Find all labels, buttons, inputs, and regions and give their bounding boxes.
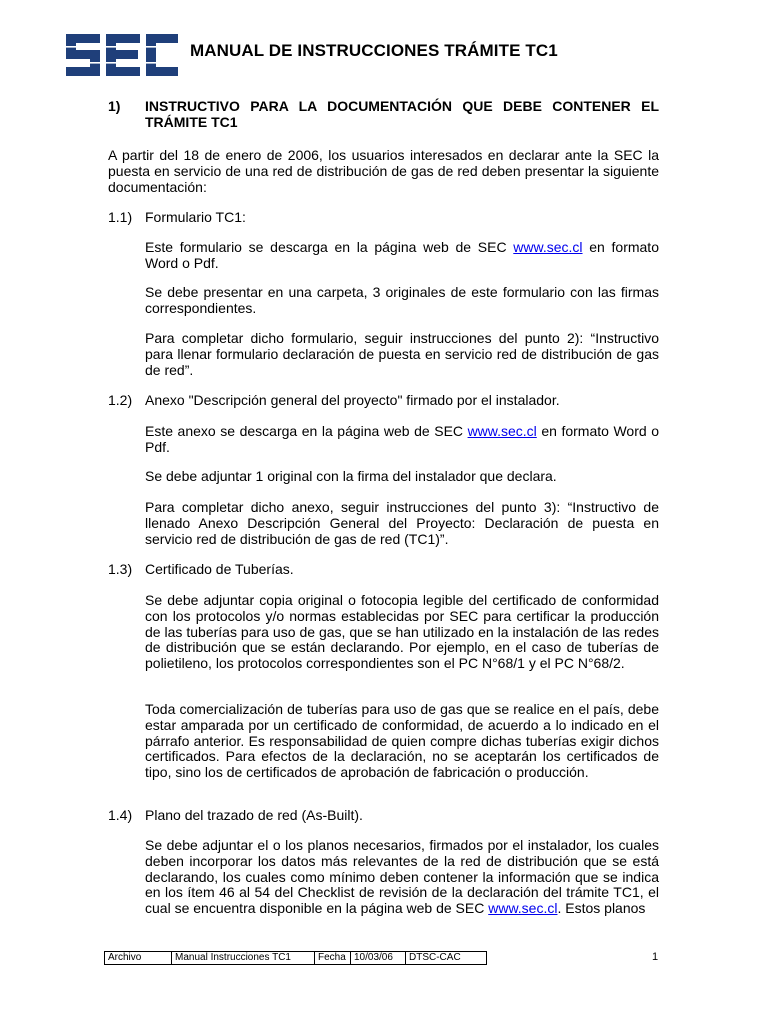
- section-title: INSTRUCTIVO PARA LA DOCUMENTACIÓN QUE DEBE CONTENER EL TRÁMITE TC1: [145, 98, 659, 130]
- section-number: 1): [108, 98, 121, 114]
- footer-fecha-label: Fecha: [315, 952, 351, 965]
- intro-paragraph: A partir del 18 de enero de 2006, los usuarios interesados en declarar ante la SEC la puesta en servicio de una red de distribución de gas de red deben presentar la siguiente documentación:: [108, 147, 659, 195]
- item-number: 1.1): [108, 209, 133, 225]
- item-title: Formulario TC1:: [145, 209, 246, 225]
- footer-archivo-label: Archivo: [105, 952, 172, 965]
- item-number: 1.4): [108, 807, 133, 823]
- item-title: Plano del trazado de red (As-Built).: [145, 807, 363, 823]
- item-paragraph: Este formulario se descarga en la página web de SEC www.sec.cl en formato Word o Pdf.: [145, 239, 659, 271]
- item-title: Anexo "Descripción general del proyecto" firmado por el instalador.: [145, 392, 560, 408]
- item-paragraph: Este anexo se descarga en la página web de SEC www.sec.cl en formato Word o Pdf.: [145, 423, 660, 455]
- footer-fecha-value: 10/03/06: [351, 952, 406, 965]
- item-number: 1.3): [108, 561, 133, 577]
- footer-archivo-value: Manual Instrucciones TC1: [172, 952, 315, 965]
- item-number: 1.2): [108, 392, 133, 408]
- document-title: MANUAL DE INSTRUCCIONES TRÁMITE TC1: [190, 41, 558, 60]
- footer-info-table: [104, 951, 487, 965]
- item-paragraph: Toda comercialización de tuberías para uso de gas que se realice en el país, debe estar amparada por un certificado de conformidad, de acuerdo a lo indicado en el párrafo anterior. Es responsabilidad de quien compre dichas tuberías exigir dichos certificados. Para efectos de la declaración, no se aceptarán los certificados de tipo, sino los de certificados de aprobación de fabricación o producción.: [145, 701, 659, 781]
- item-paragraph: Para completar dicho anexo, seguir instrucciones del punto 3): “Instructivo de llenado Anexo Descripción General del Proyecto: Declaración de puesta en servicio red de distribución de gas de red (TC1)”.: [145, 499, 659, 547]
- sec-website-link[interactable]: www.sec.cl: [467, 423, 537, 439]
- item-paragraph: Se debe presentar en una carpeta, 3 originales de este formulario con las firmas correspondientes.: [145, 284, 659, 316]
- item-paragraph: Se debe adjuntar el o los planos necesarios, firmados por el instalador, los cuales deben incorporar los datos más relevantes de la red de distribución que se está declarando, los cuales como mínimo deben contener la información que se indica en los ítem 46 al 54 del Checklist de revisión de la declaración del trámite TC1, el cual se encuentra disponible en la página web de SEC www.sec.cl. Estos planos: [145, 837, 659, 917]
- sec-website-link[interactable]: www.sec.cl: [488, 900, 558, 917]
- sec-website-link[interactable]: www.sec.cl: [513, 239, 583, 255]
- item-paragraph: Se debe adjuntar 1 original con la firma del instalador que declara.: [145, 468, 557, 484]
- sec-logo: [66, 34, 178, 76]
- item-paragraph: Para completar dicho formulario, seguir instrucciones del punto 2): “Instructivo para llenar formulario declaración de puesta en servicio red de distribución de gas de red”.: [145, 330, 659, 378]
- item-paragraph: Se debe adjuntar copia original o fotocopia legible del certificado de conformidad con los protocolos y/o normas establecidas por SEC para certificar la producción de las tuberías para uso de gas, que se han utilizado en la instalación de las redes de distribución que se están declarando. Por ejemplo, en el caso de tuberías de polietileno, los protocolos correspondientes son el PC N°68/1 y el PC N°68/2.: [145, 592, 659, 672]
- page-number: 1: [652, 951, 659, 963]
- item-title: Certificado de Tuberías.: [145, 561, 294, 577]
- footer-code: DTSC-CAC: [406, 952, 487, 965]
